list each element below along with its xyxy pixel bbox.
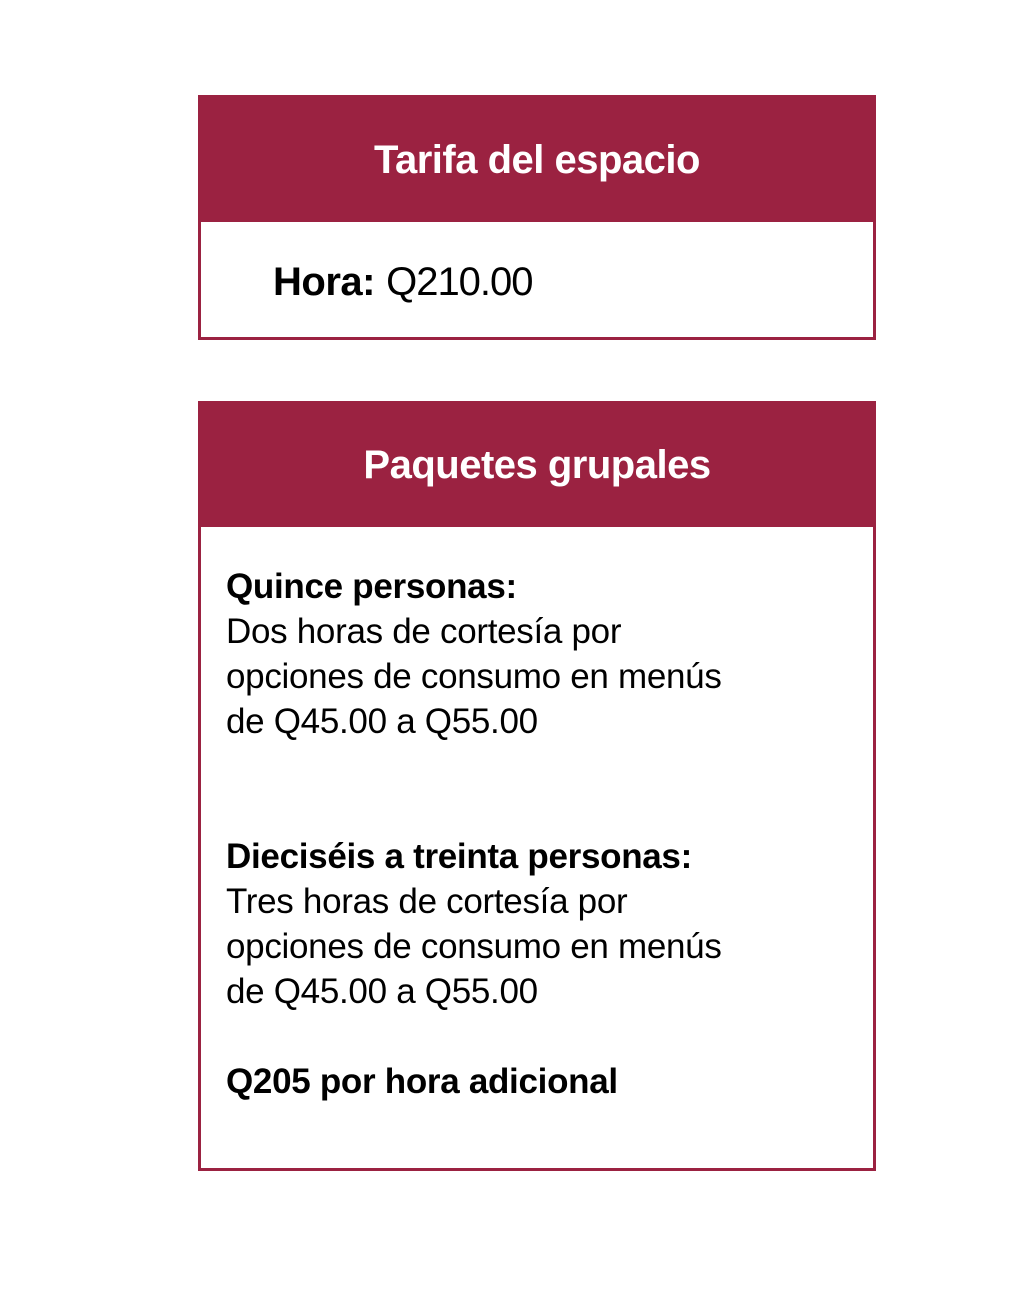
package-description <box>226 879 846 1014</box>
rate-card <box>198 95 876 340</box>
hourly-rate-value: Q210.00 <box>386 260 533 304</box>
additional-hour-price: Q205 por hora adicional <box>226 1062 618 1101</box>
packages-card-title: Paquetes grupales <box>201 404 873 527</box>
package-description-line: Tres horas de cortesía por <box>226 882 628 921</box>
package-description-line: opciones de consumo en menús <box>226 927 722 966</box>
package-description-line: de Q45.00 a Q55.00 <box>226 972 538 1011</box>
package-description-line: de Q45.00 a Q55.00 <box>226 702 538 741</box>
packages-card <box>198 401 876 1171</box>
package-description <box>226 609 846 744</box>
package-fifteen-people <box>226 564 846 744</box>
package-title: Quince personas: <box>226 567 517 606</box>
package-description-line: Dos horas de cortesía por <box>226 612 622 651</box>
package-description-line: opciones de consumo en menús <box>226 657 722 696</box>
hourly-rate-label: Hora: <box>273 260 375 304</box>
package-sixteen-to-thirty-people <box>226 834 846 1014</box>
package-title: Dieciséis a treinta personas: <box>226 837 692 876</box>
hourly-rate <box>273 258 533 306</box>
rate-card-title: Tarifa del espacio <box>201 98 873 222</box>
